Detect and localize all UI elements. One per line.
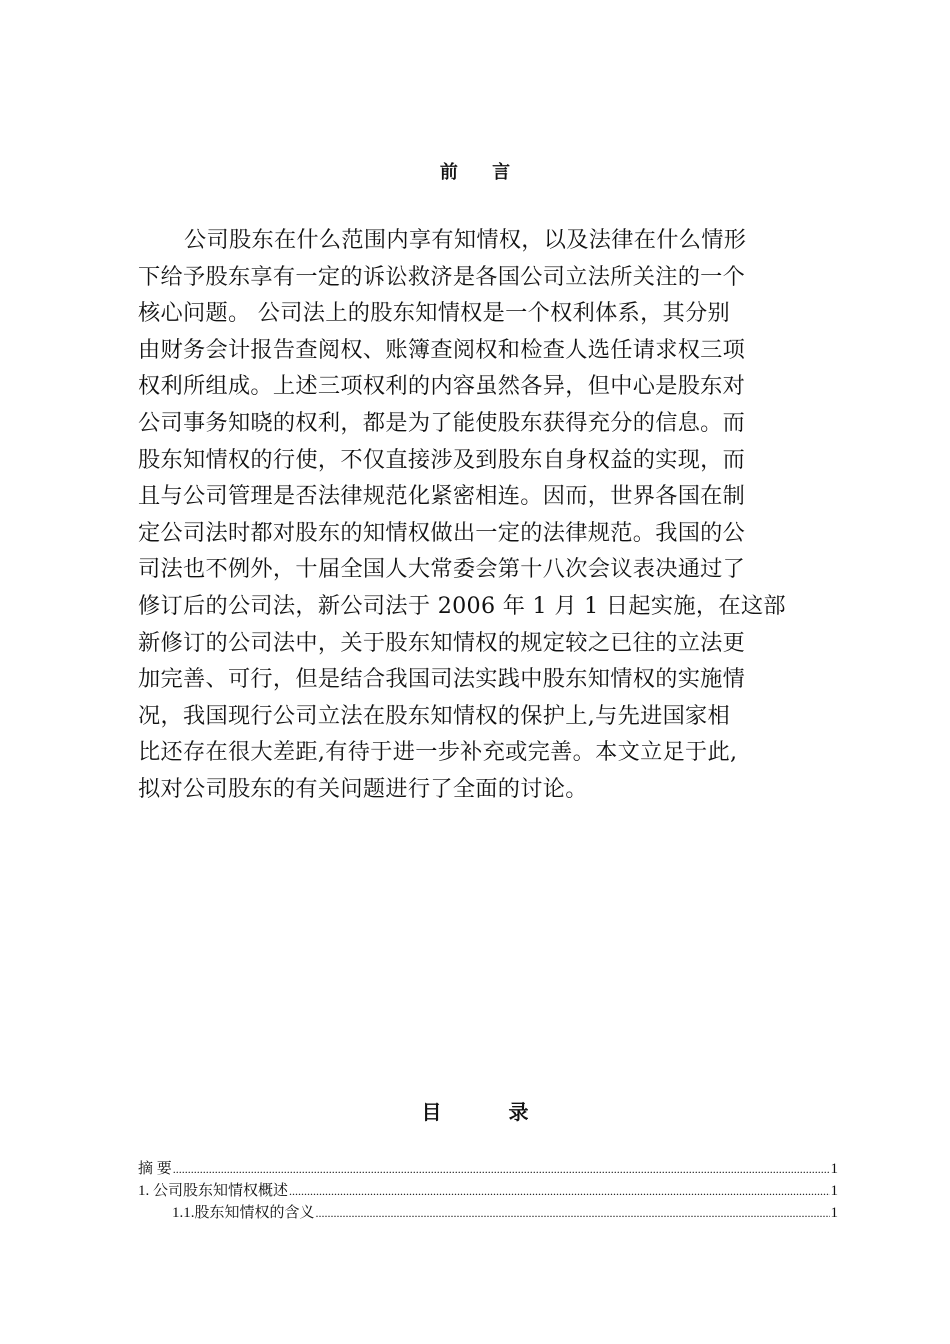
preface-line: 且与公司管理是否法律规范化紧密相连。因而，世界各国在制 <box>138 483 746 510</box>
toc-leader-dots <box>316 1202 830 1224</box>
preface-line: 股东知情权的行使，不仅直接涉及到股东自身权益的实现，而 <box>138 446 746 473</box>
preface-line: 由财务会计报告查阅权、账簿查阅权和检查人选任请求权三项 <box>138 336 746 363</box>
toc-entry-label: 1. 公司股东知情权概述 <box>138 1183 289 1199</box>
toc-entry-label: 1.1.股东知情权的含义 <box>172 1205 315 1221</box>
preface-line: 下给予股东享有一定的诉讼救济是各国公司立法所关注的一个 <box>138 263 746 290</box>
preface-line: 定公司法时都对股东的知情权做出一定的法律规范。我国的公 <box>138 519 746 546</box>
toc-entry-chapter-1[interactable] <box>138 1180 838 1202</box>
preface-title: 前 言 <box>439 162 525 183</box>
preface-line: 公司事务知晓的权利，都是为了能使股东获得充分的信息。而 <box>138 409 746 436</box>
preface-body <box>138 222 838 808</box>
toc-entry-page: 1 <box>830 1205 838 1221</box>
preface-line: 修订后的公司法，新公司法于 2006 年 1 月 1 日起实施，在这部 <box>138 592 786 619</box>
preface-line: 公司股东在什么范围内享有知情权，以及法律在什么情形 <box>184 227 747 253</box>
preface-line: 拟对公司股东的有关问题进行了全面的讨论。 <box>138 775 588 802</box>
toc-entry-section-1-1[interactable] <box>138 1202 838 1224</box>
table-of-contents <box>138 1158 838 1224</box>
toc-entry-label: 摘 要 <box>138 1161 172 1177</box>
preface-line: 加完善、可行，但是结合我国司法实践中股东知情权的实施情 <box>138 666 746 693</box>
preface-line: 比还存在很大差距,有待于进一步补充或完善。本文立足于此, <box>138 739 738 766</box>
preface-line: 核心问题。 公司法上的股东知情权是一个权利体系，其分别 <box>138 300 731 327</box>
preface-line: 司法也不例外，十届全国人大常委会第十八次会议表决通过了 <box>138 556 746 583</box>
toc-leader-dots <box>173 1158 830 1180</box>
toc-entry-abstract[interactable] <box>138 1158 838 1180</box>
preface-line: 新修订的公司法中，关于股东知情权的规定较之已往的立法更 <box>138 629 746 656</box>
toc-entry-page: 1 <box>830 1183 838 1199</box>
preface-line: 权利所组成。上述三项权利的内容虽然各异，但中心是股东对 <box>138 373 746 400</box>
toc-title: 目 录 <box>421 1100 559 1124</box>
preface-line: 况，我国现行公司立法在股东知情权的保护上,与先进国家相 <box>138 702 731 729</box>
toc-leader-dots <box>289 1180 829 1202</box>
toc-entry-page: 1 <box>830 1161 838 1177</box>
